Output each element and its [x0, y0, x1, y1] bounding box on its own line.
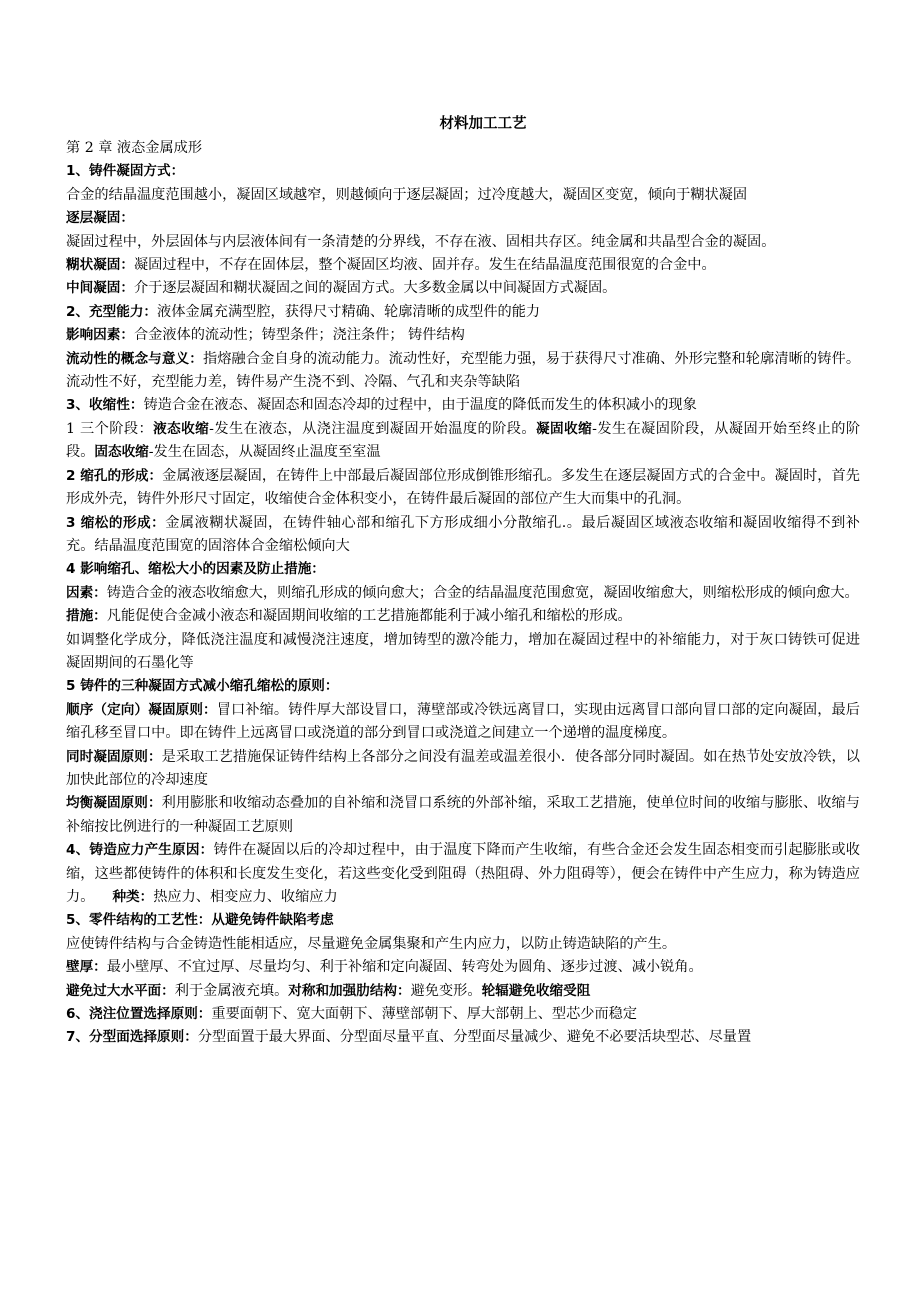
large-plane-text: 利于金属液充填。	[174, 982, 289, 999]
principles-title: 5 铸件的三种凝固方式减小缩孔缩松的原则：	[66, 678, 339, 695]
shrinkage-cavity-paragraph	[66, 465, 860, 512]
section-3-paragraph	[66, 394, 860, 417]
section-2-paragraph	[66, 301, 860, 324]
section-6-paragraph	[66, 1003, 860, 1026]
wall-thickness-title: 壁厚：	[66, 959, 107, 976]
large-plane-title: 避免过大水平面：	[66, 982, 175, 999]
influence-factors-title: 影响因素：	[66, 327, 134, 344]
section-2-title: 2、充型能力：	[66, 303, 158, 320]
fluidity-paragraph	[66, 348, 860, 395]
solid-shrinkage-title: 固态收缩	[94, 444, 149, 461]
principles-heading	[66, 675, 860, 698]
section-3-title: 3、收缩性：	[66, 397, 144, 414]
solidification-shrinkage-text: -发生在凝固阶段，从凝固开始至终止的阶段。	[66, 420, 861, 461]
wall-thickness-text: 最小壁厚、不宜过厚、尽量均匀、利于补缩和定向凝固、转弯处为圆角、逐步过渡、减小锐角。	[106, 959, 703, 976]
directional-solidification-title: 顺序（定向）凝固原则：	[66, 701, 217, 718]
simultaneous-solidification-text: 是采取工艺措施保证铸件结构上各部分之间没有温差或温差很小．使各部分同时凝固。如在热节处安放冷铁，以加快此部位的冷却速度	[66, 748, 860, 788]
stress-types-text: 热应力、相变应力、收缩应力	[153, 889, 338, 905]
factors-measures-title: 4 影响缩孔、缩松大小的因素及防止措施：	[66, 561, 325, 578]
stress-types-title: 种类：	[112, 889, 154, 905]
section-3-text: 铸造合金在液态、凝固态和固态冷却的过程中，由于温度的降低而发生的体积减小的现象	[143, 397, 697, 414]
directional-solidification-paragraph	[66, 699, 860, 746]
influence-factors-paragraph	[66, 324, 860, 347]
three-stages-paragraph	[66, 418, 860, 465]
mushy-solidification-paragraph	[66, 254, 860, 277]
balanced-solidification-title: 均衡凝固原则：	[66, 795, 162, 812]
section-7-title: 7、分型面选择原则：	[66, 1029, 198, 1046]
chapter-heading: 第 2 章 液态金属成形	[66, 140, 203, 156]
section-1-heading	[66, 160, 860, 183]
factors-text: 铸造合金的液态收缩愈大，则缩孔形成的倾向愈大；合金的结晶温度范围愈宽，凝固收缩愈大，则缩松形成的倾向愈大。	[106, 584, 859, 601]
layer-solidification-title: 逐层凝固：	[66, 210, 134, 227]
factors-paragraph	[66, 582, 860, 605]
shrinkage-cavity-text: 金属液逐层凝固，在铸件上中部最后凝固部位形成倒锥形缩孔。多发生在逐层凝固方式的合金中。凝固时，首先形成外壳，铸件外形尺寸固定，收缩使合金体积变小，在铸件最后凝固的部位产生大而集中的孔洞。	[66, 467, 860, 508]
balanced-solidification-paragraph	[66, 792, 860, 839]
intermediate-solidification-text: 介于逐层凝固和糊状凝固之间的凝固方式。大多数金属以中间凝固方式凝固。	[133, 280, 617, 297]
symmetry-text: 避免变形。	[410, 982, 482, 999]
layer-solidification-text: 凝固过程中，外层固体与内层液体间有一条清楚的分界线，不存在液、固相共存区。纯金属和共晶型合金的凝固。	[66, 233, 776, 250]
intermediate-solidification-paragraph	[66, 277, 860, 300]
mushy-solidification-text: 凝固过程中，不存在固体层，整个凝固区均液、固并存。发生在结晶温度范围很宽的合金中。	[133, 257, 716, 274]
section-5-text: 应使铸件结构与合金铸造性能相适应，尽量避免金属集聚和产生内应力，以防止铸造缺陷的产生。	[66, 935, 677, 952]
section-1-paragraph: 合金的结晶温度范围越小，凝固区域越窄，则越倾向于逐层凝固；过冷度越大，凝固区变宽，倾向于糊状凝固	[66, 186, 748, 203]
mushy-solidification-title: 糊状凝固：	[66, 257, 134, 274]
layer-solidification-heading	[66, 207, 860, 230]
section-4-title: 4、铸造应力产生原因：	[66, 842, 214, 859]
symmetry-title: 对称和加强肋结构：	[288, 982, 411, 999]
wall-thickness-paragraph	[66, 956, 860, 979]
solidification-shrinkage-title: 凝固收缩	[536, 420, 593, 437]
spoke-title: 轮辐避免收缩受阻	[481, 982, 591, 999]
measures-title: 措施：	[66, 608, 107, 625]
balanced-solidification-text: 利用膨胀和收缩动态叠加的自补缩和浇冒口系统的外部补缩，采取工艺措施，使单位时间的收缩与膨胀、收缩与补缩按比例进行的一种凝固工艺原则	[66, 795, 860, 835]
shrinkage-porosity-paragraph	[66, 512, 860, 559]
factors-title: 因素：	[66, 584, 107, 601]
section-6-title: 6、浇注位置选择原则：	[66, 1006, 212, 1023]
measures-paragraph	[66, 605, 860, 628]
liquid-shrinkage-text: -发生在液态，从浇注温度到凝固开始温度的阶段。	[209, 420, 536, 437]
structure-paragraph	[66, 980, 860, 1003]
influence-factors-text: 合金液体的流动性；铸型条件；浇注条件； 铸件结构	[133, 327, 465, 344]
measures-text: 凡能促使合金减小液态和凝固期间收缩的工艺措施都能利于减小缩孔和缩松的形成。	[106, 608, 632, 625]
intermediate-solidification-title: 中间凝固：	[66, 280, 134, 297]
directional-solidification-text: 冒口补缩。铸件厚大部设冒口，薄壁部或冷铁远离冒口，实现由远离冒口部向冒口部的定向凝固，最后缩孔移至冒口中。即在铸件上远离冒口或浇道的部分到冒口或浇道之间建立一个递增的温度梯度。	[66, 701, 860, 742]
section-7-text: 分型面置于最大界面、分型面尽量平直、分型面尽量减少、避免不必要活块型芯、尽量置	[197, 1029, 752, 1046]
simultaneous-solidification-title: 同时凝固原则：	[66, 748, 162, 765]
simultaneous-solidification-paragraph	[66, 746, 860, 793]
section-5-title: 5、零件结构的工艺性：从避免铸件缺陷考虑	[66, 912, 334, 929]
section-2-text: 液体金属充满型腔，获得尺寸精确、轮廓清晰的成型件的能力	[157, 303, 541, 320]
shrinkage-porosity-text: 金属液糊状凝固，在铸件轴心部和缩孔下方形成细小分散缩孔.。最后凝固区域液态收缩和凝固收缩得不到补充。结晶温度范围宽的固溶体合金缩松倾向大	[66, 514, 860, 554]
section-1-title: 1、铸件凝固方式：	[66, 163, 185, 180]
factors-measures-heading	[66, 558, 860, 581]
shrinkage-porosity-title: 3 缩松的形成：	[66, 514, 166, 531]
three-stages-label: 1 三个阶段：	[66, 420, 154, 437]
solid-shrinkage-text: -发生在固态，从凝固终止温度至室温	[148, 444, 381, 461]
liquid-shrinkage-title: 液态收缩	[153, 420, 210, 437]
fluidity-text: 指熔融合金自身的流动能力。流动性好，充型能力强，易于获得尺寸准确、外形完整和轮廓清晰的铸件。流动性不好，充型能力差，铸件易产生浇不到、冷隔、气孔和夹杂等缺陷	[66, 350, 861, 391]
fluidity-title: 流动性的概念与意义：	[66, 350, 203, 367]
section-4-paragraph	[66, 839, 860, 909]
section-6-text: 重要面朝下、宽大面朝下、薄壁部朝下、厚大部朝上、型芯少而稳定	[211, 1006, 638, 1023]
measures-detail-paragraph: 如调整化学成分，降低浇注温度和减慢浇注速度，增加铸型的激冷能力，增加在凝固过程中的补缩能力，对于灰口铸铁可促进凝固期间的石墨化等	[66, 631, 860, 671]
section-5-heading	[66, 909, 860, 932]
shrinkage-cavity-title: 2 缩孔的形成：	[66, 467, 163, 484]
section-4-text: 铸件在凝固以后的冷却过程中，由于温度下降而产生收缩，有些合金还会发生固态相变而引起膨胀或收缩，这些都使铸件的体积和长度发生变化，若这些变化受到阻碍（热阻碍、外力阻碍等），便会在铸件中产生应力，称为铸造应力。	[66, 842, 860, 905]
document-title: 材料加工工艺	[439, 116, 527, 132]
section-7-paragraph	[66, 1026, 860, 1049]
